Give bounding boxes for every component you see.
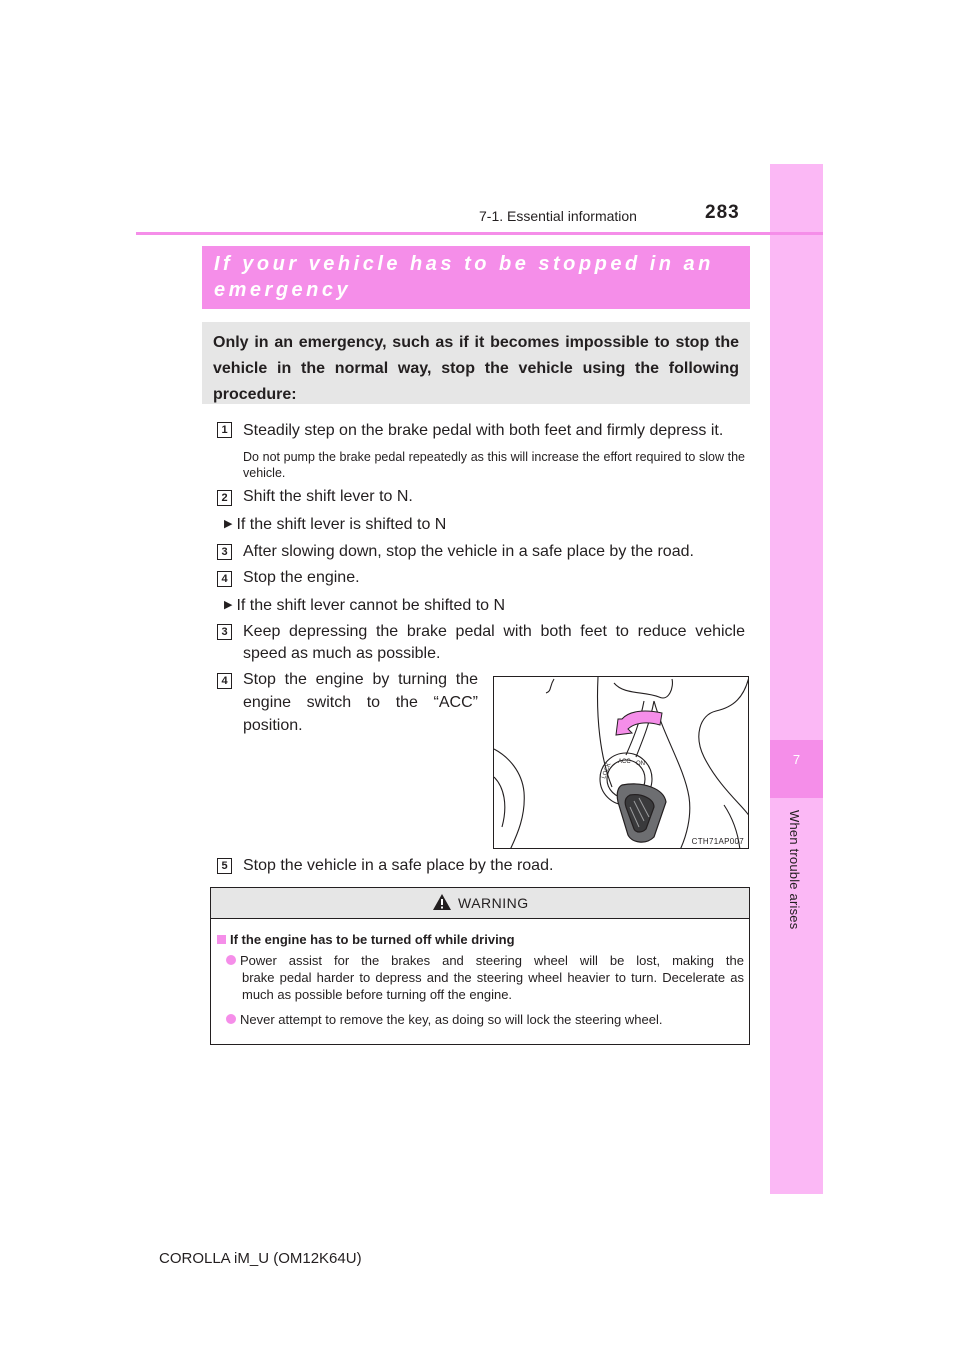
step-text: After slowing down, stop the vehicle in a safe place by the road.	[243, 543, 694, 560]
step-number: 2	[217, 490, 232, 506]
triangle-bullet-icon: ▶	[224, 518, 233, 530]
step-number: 4	[217, 571, 232, 587]
chapter-side-band	[770, 164, 823, 1194]
warning-subheading: If the engine has to be turned off while driving	[217, 932, 515, 947]
warning-bullet: Power assist for the brakes and steering wheel will be lost, making the brake pedal harder to depress and the steering wheel heavier to turn. Decelerate as much as possible before turning off the engine.	[226, 952, 744, 1003]
step-text: Shift the shift lever to N.	[243, 488, 413, 505]
step-text: Steadily step on the brake pedal with both feet and firmly depress it.	[243, 422, 724, 439]
chapter-title: When trouble arises	[787, 810, 802, 930]
case-heading: ▶ If the shift lever is shifted to N	[224, 516, 447, 533]
step-text: position.	[243, 717, 303, 734]
warning-bullet: Never attempt to remove the key, as doing so will lock the steering wheel.	[226, 1011, 744, 1028]
step-number: 3	[217, 624, 232, 640]
case-heading: ▶ If the shift lever cannot be shifted to N	[224, 597, 506, 614]
figure-code: CTH71AP007	[691, 837, 744, 846]
step-number: 3	[217, 544, 232, 560]
warning-box	[210, 887, 750, 1045]
step-text: Stop the engine.	[243, 569, 360, 586]
step-number: 4	[217, 673, 232, 689]
square-bullet-icon	[217, 935, 226, 944]
warning-triangle-icon	[432, 893, 452, 911]
header-rule	[136, 232, 823, 235]
footer-model-code: COROLLA iM_U (OM12K64U)	[159, 1250, 362, 1267]
warning-header	[211, 888, 749, 919]
intro-text: Only in an emergency, such as if it becomes impossible to stop the vehicle in the normal way, stop the vehicle using the following procedure:	[213, 334, 739, 403]
step-number: 5	[217, 858, 232, 874]
chapter-number: 7	[792, 752, 801, 767]
header-section-title: 7-1. Essential information	[479, 208, 637, 224]
on-label: ON	[636, 761, 645, 767]
step-text: Keep depressing the brake pedal with both feet to reduce vehicle	[243, 623, 745, 640]
step-text: Stop the vehicle in a safe place by the road.	[243, 857, 554, 874]
step-text: engine switch to the “ACC”	[243, 694, 478, 711]
circle-bullet-icon	[226, 955, 236, 965]
circle-bullet-icon	[226, 1014, 236, 1024]
step-text: speed as much as possible.	[243, 645, 441, 662]
section-title: If your vehicle has to be stopped in an emergency	[214, 253, 714, 301]
engine-switch-illustration	[494, 677, 749, 849]
engine-switch-figure	[493, 676, 749, 849]
step-number: 1	[217, 422, 232, 438]
warning-title: WARNING	[458, 895, 529, 911]
step-text: Stop the engine by turning the	[243, 671, 478, 688]
lock-label: LOCK	[601, 762, 613, 780]
chapter-tab	[770, 740, 823, 798]
section-title-box	[202, 246, 750, 309]
step-note: Do not pump the brake pedal repeatedly as this will increase the effort required to slow the vehicle.	[243, 450, 745, 480]
acc-label: ACC	[618, 759, 631, 765]
triangle-bullet-icon: ▶	[224, 599, 233, 611]
intro-box	[202, 322, 750, 404]
page-number: 283	[705, 202, 740, 223]
